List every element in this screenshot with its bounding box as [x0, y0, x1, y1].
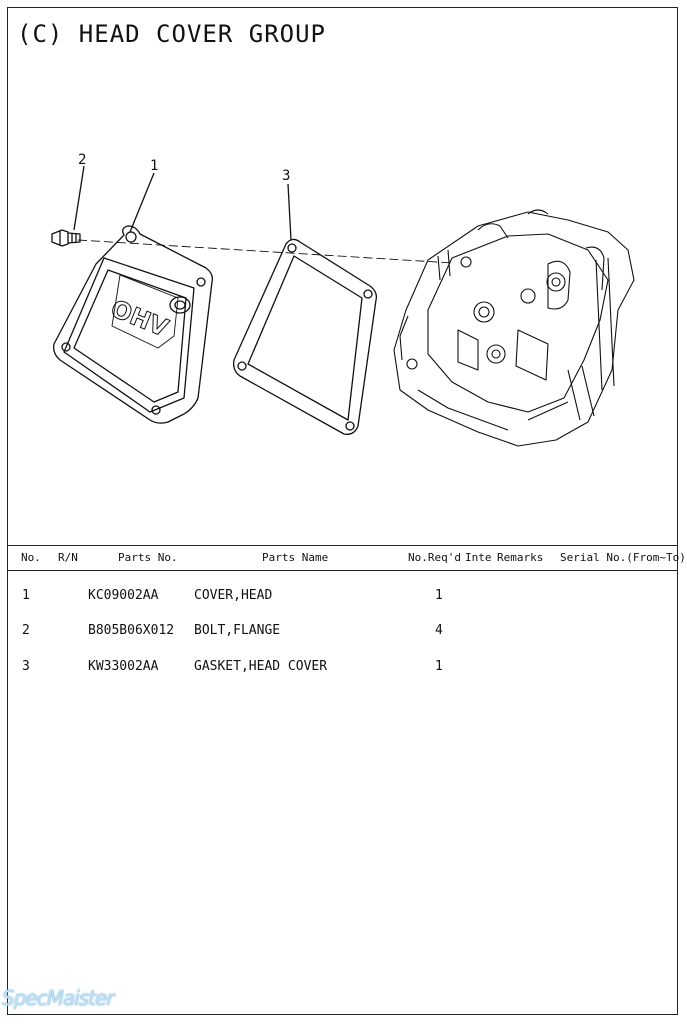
row-parts-no: KC09002AA	[88, 588, 159, 603]
header-no: No.	[21, 551, 41, 564]
svg-text:OHV: OHV	[106, 294, 173, 343]
header-remarks: Remarks	[497, 551, 544, 564]
row-parts-no: B805B06X012	[88, 623, 175, 638]
callout-2: 2	[78, 152, 87, 168]
head-cover-part	[54, 226, 213, 423]
callout-3: 3	[282, 168, 291, 184]
header-parts-name: Parts Name	[262, 551, 329, 564]
gasket-part	[234, 239, 377, 434]
row-no: 3	[22, 659, 30, 674]
row-no: 2	[22, 623, 30, 638]
row-parts-name: GASKET,HEAD COVER	[194, 659, 328, 674]
row-parts-name: COVER,HEAD	[194, 588, 273, 603]
watermark-logo: SpecMaister	[2, 986, 114, 1010]
header-parts-no: Parts No.	[118, 551, 178, 564]
header-inte: Inte	[465, 551, 492, 564]
exploded-parts-diagram	[8, 140, 678, 540]
row-parts-name: BOLT,FLANGE	[194, 623, 281, 638]
row-no: 1	[22, 588, 30, 603]
row-qty: 4	[435, 623, 443, 638]
header-rn: R/N	[58, 551, 78, 564]
table-top-rule	[7, 545, 678, 546]
page-title: (C) HEAD COVER GROUP	[17, 20, 326, 48]
row-qty: 1	[435, 588, 443, 603]
row-qty: 1	[435, 659, 443, 674]
row-parts-no: KW33002AA	[88, 659, 159, 674]
cylinder-head-part	[394, 210, 634, 446]
header-serial: Serial No.(From~To)	[560, 551, 686, 564]
bolt-part	[52, 230, 80, 246]
header-no-reqd: No.Req'd	[408, 551, 461, 564]
table-header-rule	[7, 570, 678, 571]
callout-1: 1	[150, 158, 159, 174]
